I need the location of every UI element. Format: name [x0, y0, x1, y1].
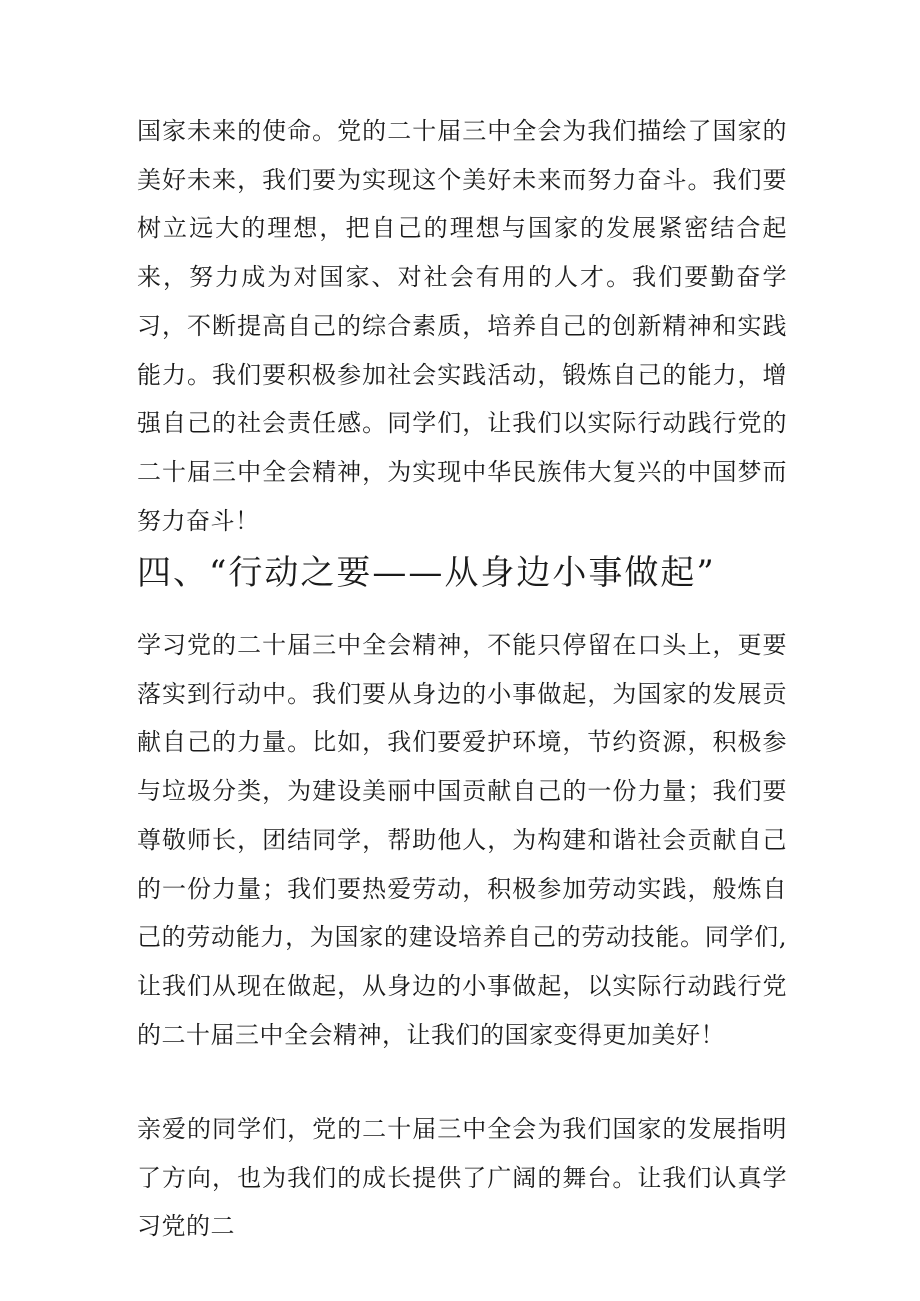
- body-paragraph-1: 国家未来的使命。党的二十届三中全会为我们描绘了国家的美好未来，我们要为实现这个美好未来而努力奋斗。我们要树立远大的理想，把自己的理想与国家的发展紧密结合起来，努力成为对国家、对社会有用的人才。我们要勤奋学习，不断提高自己的综合素质，培养自己的创新精神和实践能力。我们要积极参加社会实践活动，锻炼自己的能力，增强自己的社会责任感。同学们，让我们以实际行动践行党的二十届三中全会精神，为实现中华民族伟大复兴的中国梦而努力奋斗！: [137, 117, 787, 535]
- body-paragraph-3: 亲爱的同学们，党的二十届三中全会为我们国家的发展指明了方向，也为我们的成长提供了广阔的舞台。让我们认真学习党的二: [137, 1115, 787, 1241]
- body-paragraph-2: 学习党的二十届三中全会精神，不能只停留在口头上，更要落实到行动中。我们要从身边的小事做起，为国家的发展贡献自己的力量。比如，我们要爱护环境，节约资源，积极参与垃圾分类，为建设美丽中国贡献自己的一份力量；我们要尊敬师长，团结同学，帮助他人，为构建和谐社会贡献自己的一份力量；我们要热爱劳动，积极参加劳动实践，般炼自己的劳动能力，为国家的建设培养自己的劳动技能。同学们,让我们从现在做起，从身边的小事做起，以实际行动践行党的二十届三中全会精神，让我们的国家变得更加美好！: [137, 631, 787, 1049]
- section-heading: 四、“行动之要——从身边小事做起”: [137, 553, 716, 593]
